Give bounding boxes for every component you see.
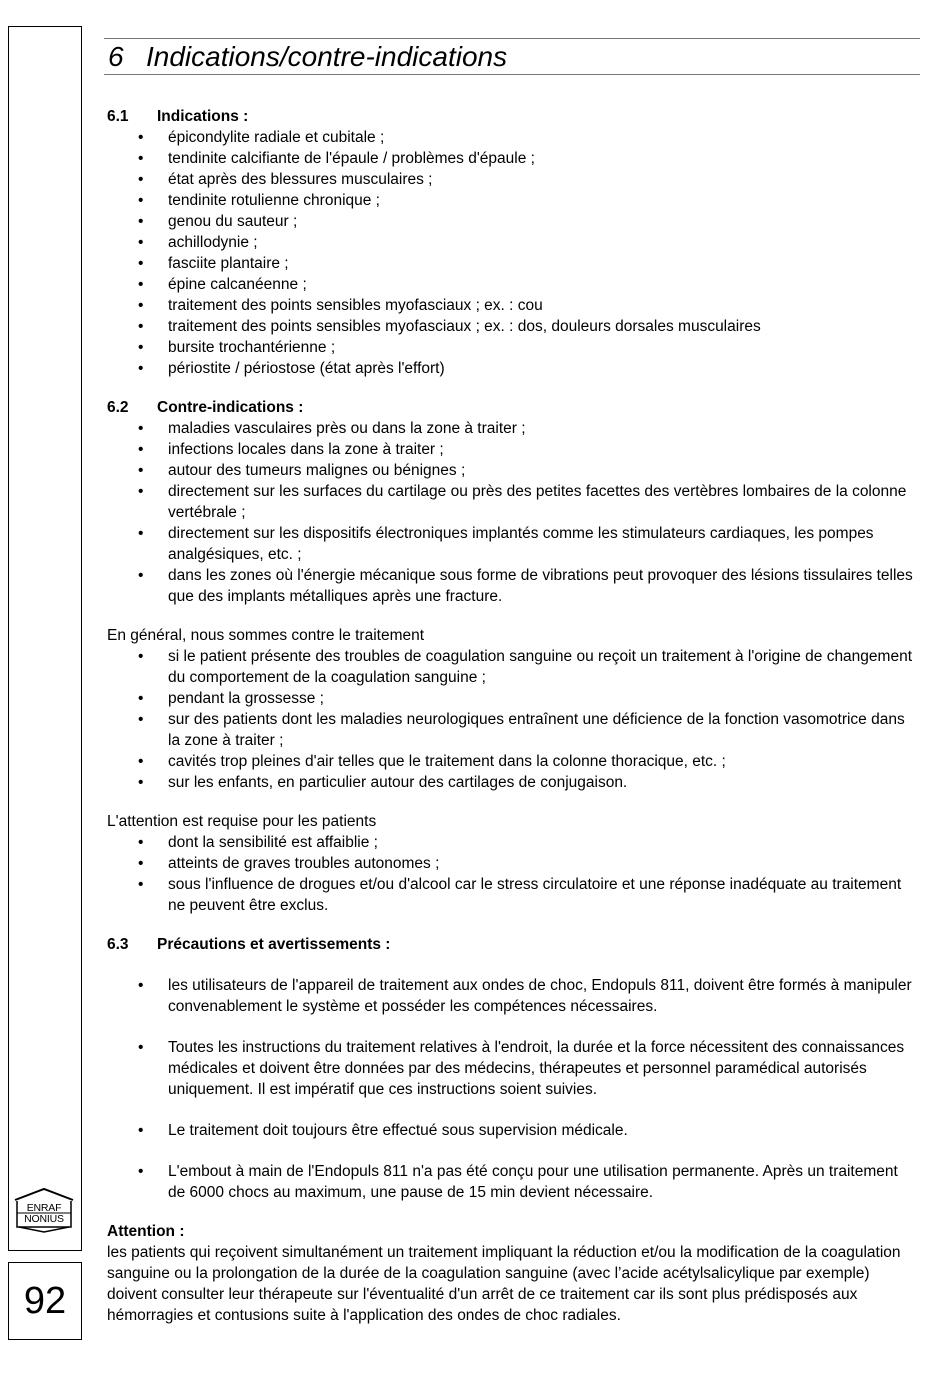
attention-heading: Attention :: [107, 1223, 185, 1240]
list-item: • dont la sensibilité est affaiblie ;: [107, 832, 919, 853]
list-item: • L'embout à main de l'Endopuls 811 n'a pas été conçu pour une utilisation permanente. Après un traitement de 6000 chocs au maximum, une pause de 15 min devient nécessaire.: [107, 1161, 919, 1203]
list-item: • tendinite calcifiante de l'épaule / problèmes d'épaule ;: [107, 148, 919, 169]
section-number: 6.1: [107, 108, 129, 125]
list-item: • genou du sauteur ;: [107, 211, 919, 232]
chapter-title: [108, 41, 507, 73]
attention-required-intro: L'attention est requise pour les patients: [107, 813, 377, 830]
chapter-title-text: Indications/contre-indications: [146, 41, 508, 72]
general-list: [107, 646, 919, 793]
attention-required-list: [107, 832, 919, 916]
list-item: • sur les enfants, en particulier autour des cartilages de conjugaison.: [107, 772, 919, 793]
list-item: • directement sur les dispositifs électroniques implantés comme les stimulateurs cardiaques, les pompes analgésiques, etc. ;: [107, 523, 919, 565]
list-item: • dans les zones où l'énergie mécanique sous forme de vibrations peut provoquer des lésions tissulaires telles que des implants métalliques après une fracture.: [107, 565, 919, 607]
section-heading-indications: [107, 106, 919, 127]
section-number: 6.3: [107, 936, 129, 953]
list-item: • épicondylite radiale et cubitale ;: [107, 127, 919, 148]
logo-text-line1: ENRAF: [26, 1202, 62, 1214]
section-heading-precautions: [107, 934, 919, 955]
list-item: • pendant la grossesse ;: [107, 688, 919, 709]
general-intro: En général, nous sommes contre le traitement: [107, 627, 425, 644]
list-item: • si le patient présente des troubles de coagulation sanguine ou reçoit un traitement à l'origine de changement du comportement de la coagulation sanguine ;: [107, 646, 919, 688]
page-number-box: [8, 1262, 82, 1340]
section-heading-contraindications: [107, 397, 919, 418]
list-item: • infections locales dans la zone à traiter ;: [107, 439, 919, 460]
list-item: • traitement des points sensibles myofasciaux ; ex. : cou: [107, 295, 919, 316]
header-rule-bottom: [104, 74, 920, 75]
list-item: • maladies vasculaires près ou dans la zone à traiter ;: [107, 418, 919, 439]
list-item: • sous l'influence de drogues et/ou d'alcool car le stress circulatoire et une réponse inadéquate au traitement ne peuvent être exclus.: [107, 874, 919, 916]
list-item: • Le traitement doit toujours être effectué sous supervision médicale.: [107, 1120, 919, 1141]
section-number: 6.2: [107, 399, 129, 416]
contraindications-list: [107, 418, 919, 607]
list-item: • périostite / périostose (état après l'effort): [107, 358, 919, 379]
list-item: • les utilisateurs de l'appareil de traitement aux ondes de choc, Endopuls 811, doivent être formés à manipuler convenablement le système et posséder les compétences nécessaires.: [107, 975, 919, 1017]
list-item: • état après des blessures musculaires ;: [107, 169, 919, 190]
precautions-list: [107, 975, 919, 1203]
section-title: Contre-indications :: [157, 399, 304, 416]
chapter-number: 6: [108, 41, 124, 72]
list-item: • tendinite rotulienne chronique ;: [107, 190, 919, 211]
list-item: • atteints de graves troubles autonomes ;: [107, 853, 919, 874]
list-item: • autour des tumeurs malignes ou bénignes ;: [107, 460, 919, 481]
list-item: • directement sur les surfaces du cartilage ou près des petites facettes des vertèbres lombaires de la colonne vertébrale ;: [107, 481, 919, 523]
section-title: Précautions et avertissements :: [157, 936, 391, 953]
list-item: • fasciite plantaire ;: [107, 253, 919, 274]
page-number: 92: [23, 1280, 67, 1322]
list-item: • achillodynie ;: [107, 232, 919, 253]
list-item: • bursite trochantérienne ;: [107, 337, 919, 358]
page-content: [107, 106, 919, 1326]
list-item: • Toutes les instructions du traitement relatives à l'endroit, la durée et la force nécessitent des connaissances médicales et doivent être données par des médecins, thérapeutes et personnel paramédical autorisés uniquement. Il est impératif que ces instructions soient suivies.: [107, 1037, 919, 1100]
logo-text-line2: NONIUS: [24, 1213, 64, 1225]
indications-list: [107, 127, 919, 379]
list-item: • traitement des points sensibles myofasciaux ; ex. : dos, douleurs dorsales musculaires: [107, 316, 919, 337]
list-item: • épine calcanéenne ;: [107, 274, 919, 295]
header-rule-top: [104, 38, 920, 39]
list-item: • cavités trop pleines d'air telles que le traitement dans la colonne thoracique, etc. ;: [107, 751, 919, 772]
attention-text: les patients qui reçoivent simultanément un traitement impliquant la réduction et/ou la modification de la coagulation sanguine ou la prolongation de la durée de la coagulation sanguine (avec l’acide acétylsalicylique par exemple) doivent consulter leur thérapeute sur l'éventualité d'un arrêt de ce traitement car ils sont plus prédisposés aux hémorragies et contusions suite à l'application des ondes de choc radiales.: [107, 1244, 901, 1324]
enraf-nonius-logo: [13, 1187, 75, 1233]
sidebar-frame: [8, 26, 82, 1251]
list-item: • sur des patients dont les maladies neurologiques entraînent une déficience de la fonction vasomotrice dans la zone à traiter ;: [107, 709, 919, 751]
section-title: Indications :: [157, 108, 249, 125]
